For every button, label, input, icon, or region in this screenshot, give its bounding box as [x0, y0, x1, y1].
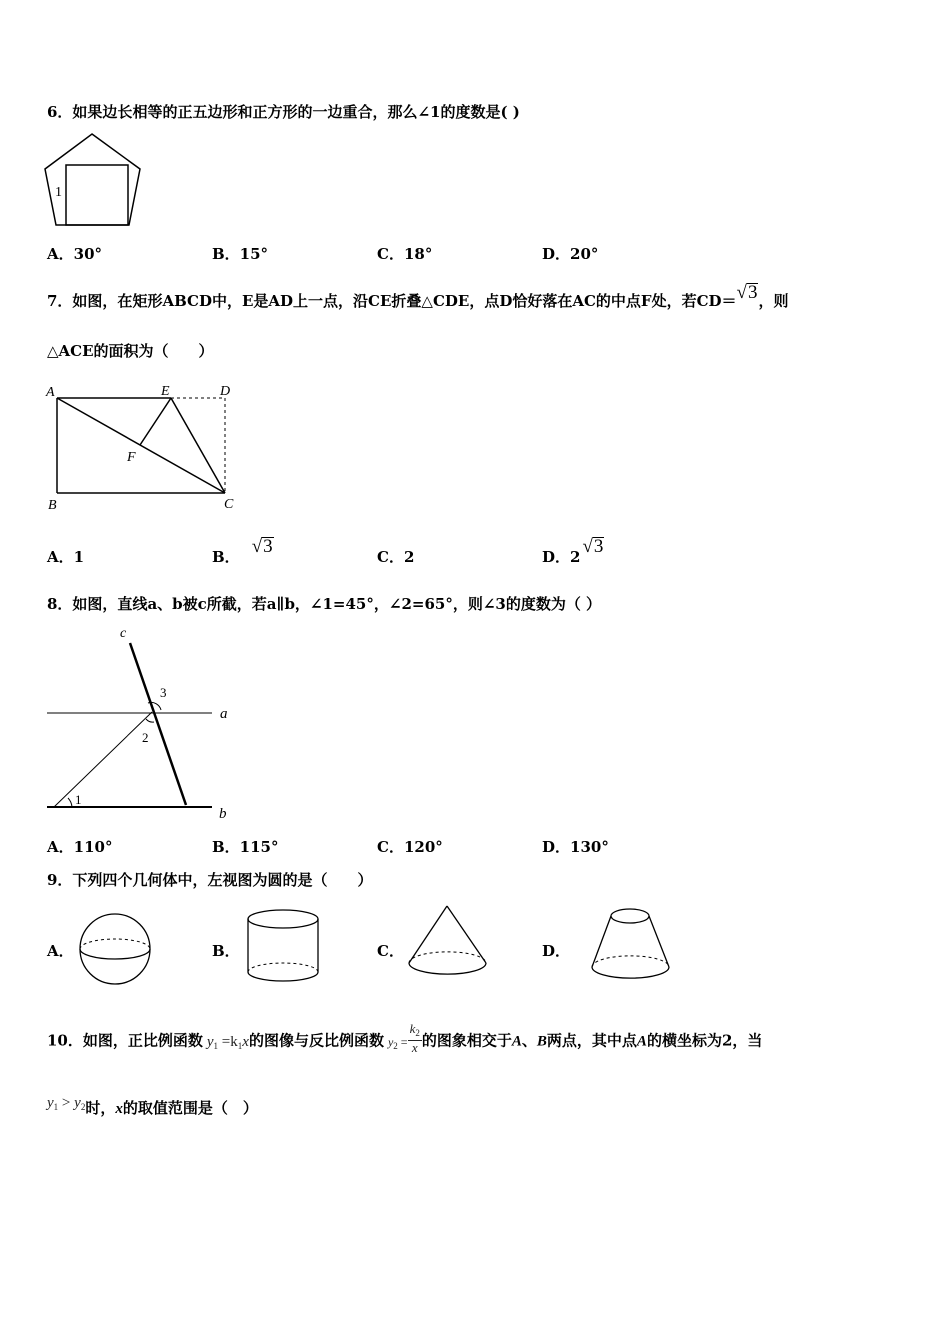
q7-label-c: C — [224, 497, 234, 512]
q6-option-a: A．30° — [47, 245, 103, 263]
cone-icon — [405, 903, 490, 983]
q7-stem-b: ，则 — [758, 292, 789, 310]
pentagon-shape — [45, 134, 140, 225]
q8-label-c: c — [120, 626, 127, 641]
q7-stem-line2: △ACE的面积为（ ） — [47, 342, 214, 360]
q8-label-3: 3 — [160, 685, 167, 700]
q9-label-a: A． — [47, 942, 74, 960]
q7-stem-line1 — [47, 282, 789, 311]
formula-y1: $y_1 =k_1x$ — [206, 1033, 249, 1051]
q8-option-c: C．120° — [377, 838, 443, 856]
cylinder-icon — [245, 908, 323, 988]
q7-option-b: B． √3 — [212, 536, 273, 566]
square-shape — [66, 165, 128, 225]
frustum-icon — [588, 905, 673, 985]
q9-stem: 9．下列四个几何体中，左视图为圆的是（ ） — [47, 871, 373, 889]
q6-angle-label: 1 — [55, 185, 62, 200]
q8-option-d: D．130° — [542, 838, 609, 856]
q10-stem-line2: $y_1 > y_2$时，x的取值范围是（ ） — [47, 1095, 258, 1117]
q7-label-b: B — [48, 498, 57, 513]
q7-label-f: F — [127, 450, 136, 465]
q7-option-a: A．1 — [47, 548, 85, 566]
q7-figure — [44, 380, 244, 515]
q9-label-c: C． — [377, 942, 404, 960]
q7-stem-a: 7．如图，在矩形ABCD中，E是AD上一点，沿CE折叠△CDE，点D恰好落在AC的中点F处，若CD＝ — [47, 292, 737, 310]
q8-figure — [44, 622, 244, 827]
q8-label-1: 1 — [75, 792, 82, 807]
sphere-icon — [78, 912, 153, 987]
sqrt3-expression: √3 — [582, 536, 604, 557]
sqrt3-expression: √3 — [251, 536, 273, 557]
q7-label-a: A — [46, 385, 55, 400]
q8-label-b: b — [219, 806, 227, 822]
q10-stem-line1: 10．如图，正比例函数 $y_1 =k_1x$的图像与反比例函数 $y_2$ = $\frac{k_2}{x}$ 的图象相交于A、B两点，其中点A的横坐标为2，当 — [47, 1021, 763, 1055]
q7-option-d: D．2 √3 — [542, 536, 604, 566]
q9-label-b: B． — [212, 942, 240, 960]
q6-stem: 6．如果边长相等的正五边形和正方形的一边重合，那么∠1的度数是( ) — [47, 103, 520, 121]
q8-stem: 8．如图，直线a、b被c所截，若a∥b，∠1=45°，∠2=65°，则∠3的度数为（ ） — [47, 595, 602, 613]
q6-option-b: B．15° — [212, 245, 269, 263]
q7-option-c: C．2 — [377, 548, 415, 566]
q6-option-c: C．18° — [377, 245, 433, 263]
q7-label-d: D — [220, 384, 231, 399]
q9-label-d: D． — [542, 942, 571, 960]
fraction-k2-over-x: $\frac{k_2}{x}$ — [409, 1021, 420, 1055]
inequality-y1-gt-y2: $y_1 > y_2$ — [47, 1095, 86, 1112]
q6-figure — [44, 132, 149, 232]
q8-label-2: 2 — [142, 730, 149, 745]
formula-y2: $y_2$ = — [387, 1034, 408, 1051]
sqrt3-expression: √3 — [736, 282, 758, 303]
q8-option-a: A．110° — [47, 838, 113, 856]
q8-option-b: B．115° — [212, 838, 279, 856]
q6-option-d: D．20° — [542, 245, 599, 263]
q7-label-e: E — [161, 384, 170, 399]
q8-label-a: a — [220, 706, 228, 722]
